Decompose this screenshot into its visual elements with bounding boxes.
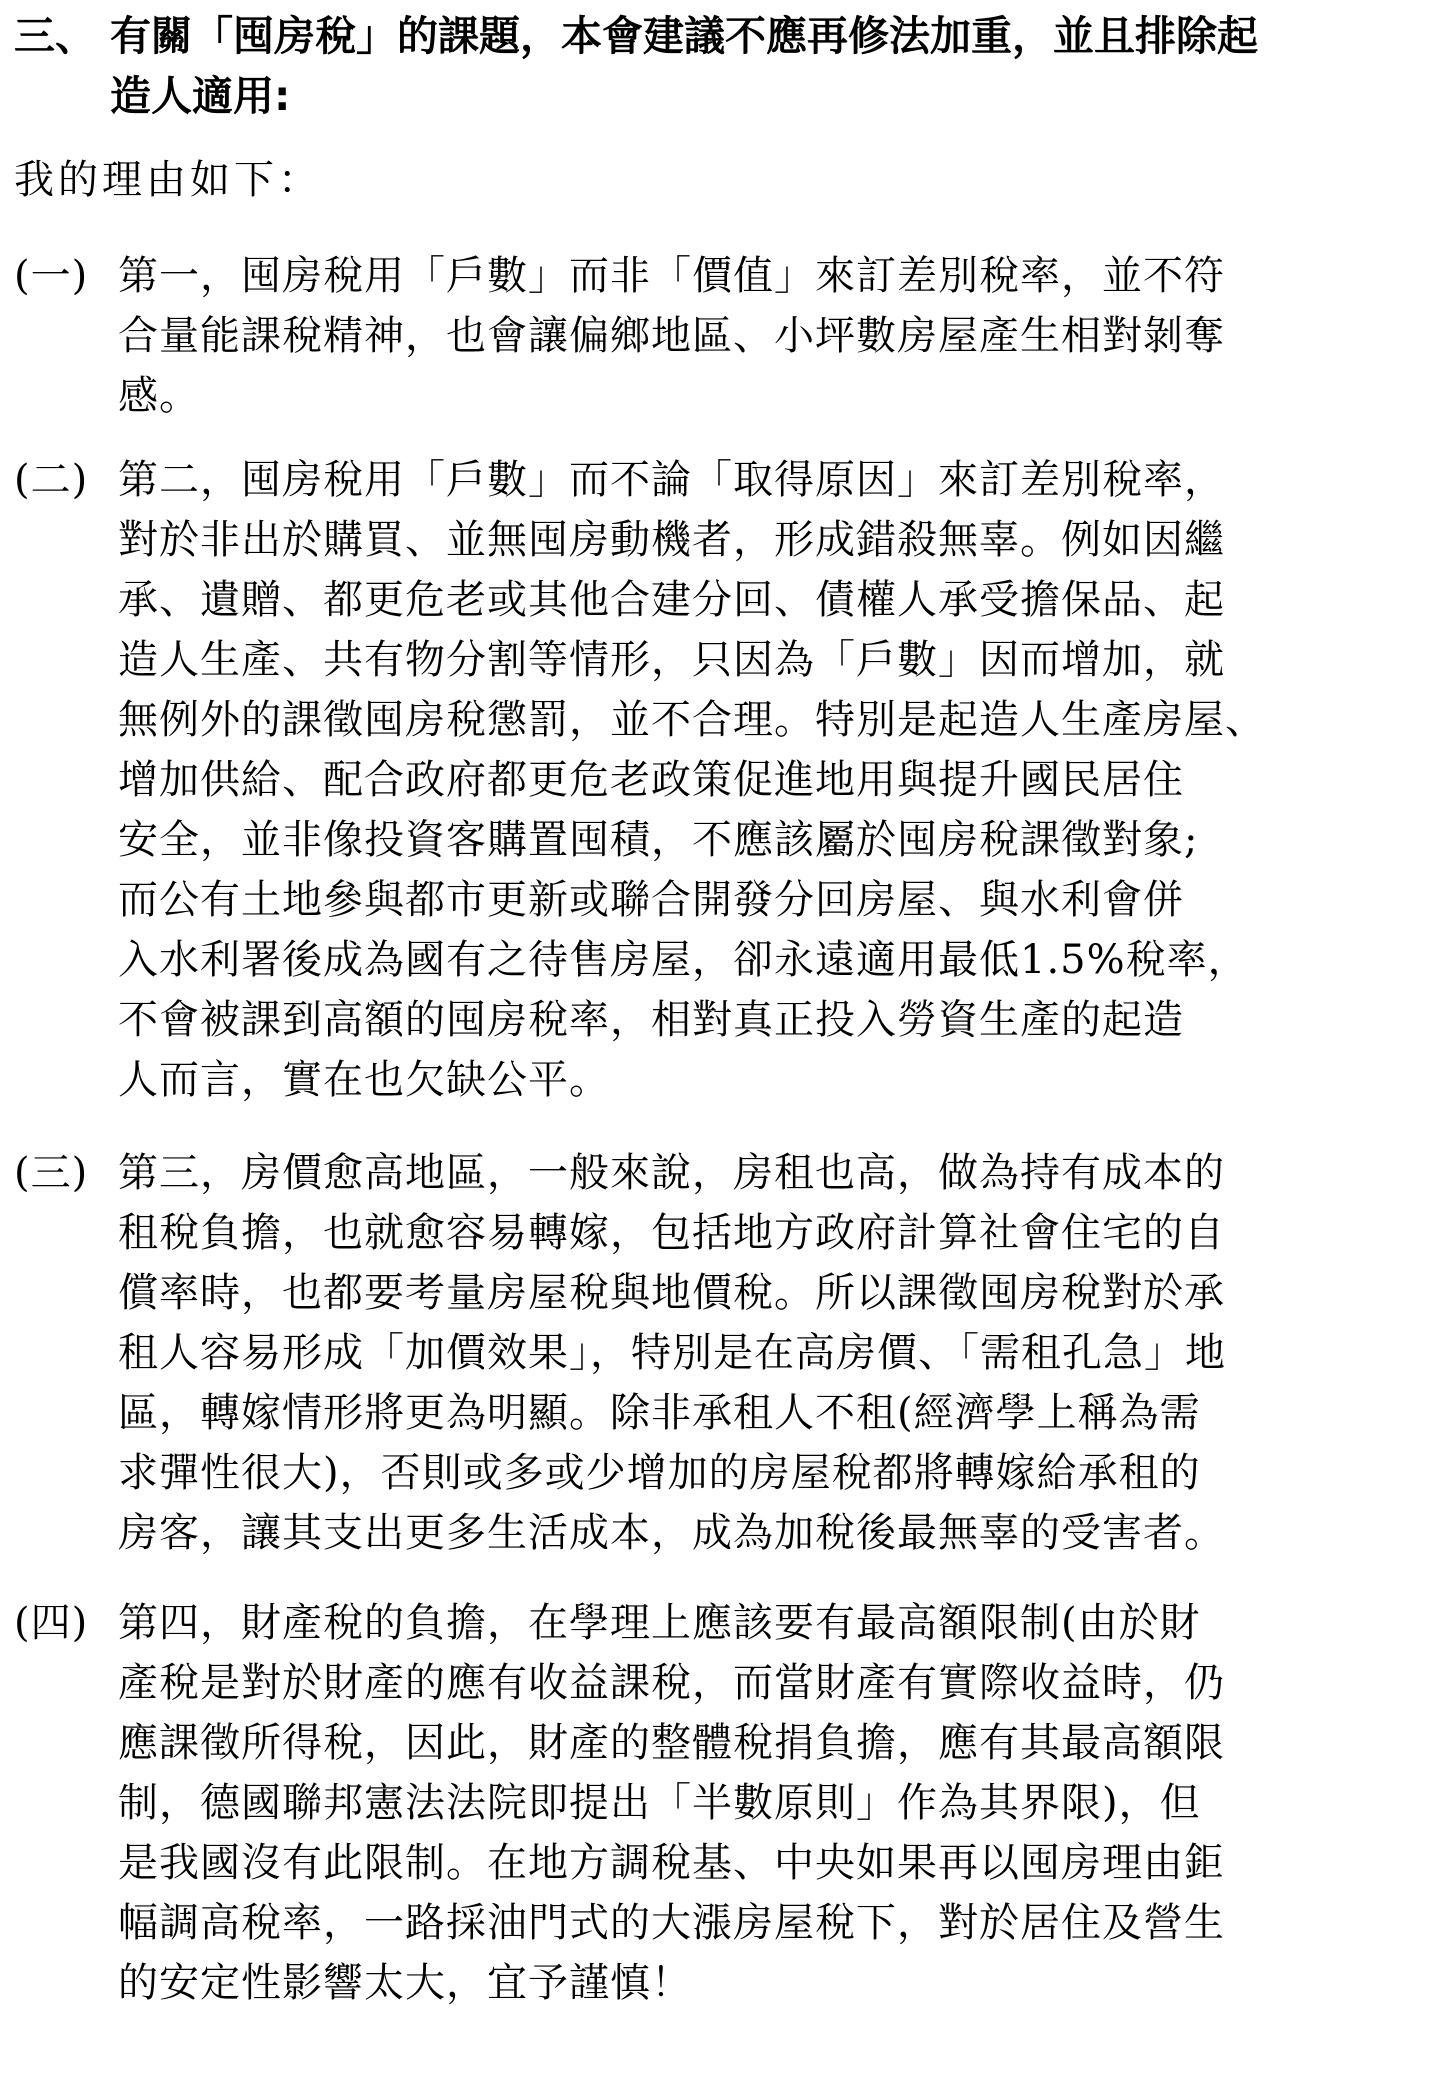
item-text: 第四，財產稅的負擔，在學理上應該要有最高額限制(由於財 <box>118 1600 1201 1646</box>
item-marker: (三) <box>14 1150 89 1196</box>
item-line <box>14 246 1434 306</box>
intro-text: 我的理由如下： <box>14 157 322 203</box>
item-line: 安全，並非像投資客購置囤積，不應該屬於囤房稅課徵對象; <box>118 817 1199 863</box>
heading-line-2: 造人適用: <box>110 72 291 120</box>
item-line <box>14 1593 1434 1653</box>
item-line: 求彈性很大)，否則或多或少增加的房屋稅都將轉嫁給承租的 <box>118 1450 1201 1496</box>
item-line: 合量能課稅精神，也會讓偏鄉地區、小坪數房屋產生相對剝奪 <box>118 313 1225 359</box>
item-text: 第二，囤房稅用「戶數」而不論「取得原因」來訂差別稅率， <box>118 457 1225 503</box>
item-line: 對於非出於購買、並無囤房動機者，形成錯殺無辜。例如因繼 <box>118 517 1225 563</box>
item-line: 產稅是對於財產的應有收益課稅，而當財產有實際收益時，仍 <box>118 1660 1225 1706</box>
reason-item-2 <box>14 450 1434 1110</box>
item-text: 第一，囤房稅用「戶數」而非「價值」來訂差別稅率，並不符 <box>118 253 1225 299</box>
item-line: 制，德國聯邦憲法法院即提出「半數原則」作為其界限)，但 <box>118 1780 1201 1826</box>
heading-line-1 <box>14 6 1434 66</box>
item-line: 入水利署後成為國有之待售房屋，卻永遠適用最低1.5%稅率， <box>118 937 1249 983</box>
reason-item-4 <box>14 1593 1434 2013</box>
item-marker: (一) <box>14 253 89 299</box>
item-line: 租稅負擔，也就愈容易轉嫁，包括地方政府計算社會住宅的自 <box>118 1210 1225 1256</box>
section-heading <box>14 6 1434 126</box>
heading-number: 三、 <box>14 12 96 60</box>
reason-item-1 <box>14 246 1434 426</box>
item-line <box>14 450 1434 510</box>
item-line: 償率時，也都要考量房屋稅與地價稅。所以課徵囤房稅對於承 <box>118 1270 1225 1316</box>
item-line: 應課徵所得稅，因此，財產的整體稅捐負擔，應有其最高額限 <box>118 1720 1225 1766</box>
item-line: 的安定性影響太大，宜予謹慎！ <box>118 1960 692 2006</box>
item-line <box>14 1143 1434 1203</box>
item-line: 幅調高稅率，一路採油門式的大漲房屋稅下，對於居住及營生 <box>118 1900 1225 1946</box>
item-line: 不會被課到高額的囤房稅率，相對真正投入勞資生產的起造 <box>118 997 1184 1043</box>
item-line: 造人生產、共有物分割等情形，只因為「戶數」因而增加，就 <box>118 637 1225 683</box>
item-line: 是我國沒有此限制。在地方調稅基、中央如果再以囤房理由鉅 <box>118 1840 1225 1886</box>
item-marker: (二) <box>14 457 89 503</box>
item-line: 承、遺贈、都更危老或其他合建分回、債權人承受擔保品、起 <box>118 577 1225 623</box>
reason-item-3 <box>14 1143 1434 1563</box>
item-line: 感。 <box>118 373 200 419</box>
item-text: 第三，房價愈高地區，一般來說，房租也高，做為持有成本的 <box>118 1150 1225 1196</box>
heading-text-1: 有關「囤房稅」的課題，本會建議不應再修法加重，並且排除起 <box>110 12 1258 60</box>
item-marker: (四) <box>14 1600 89 1646</box>
item-line: 區，轉嫁情形將更為明顯。除非承租人不租(經濟學上稱為需 <box>118 1390 1201 1436</box>
item-line: 房客，讓其支出更多生活成本，成為加稅後最無辜的受害者。 <box>118 1510 1225 1556</box>
item-line: 無例外的課徵囤房稅懲罰，並不合理。特別是起造人生產房屋、 <box>118 697 1266 743</box>
item-line: 增加供給、配合政府都更危老政策促進地用與提升國民居住 <box>118 757 1184 803</box>
item-line: 而公有土地參與都市更新或聯合開發分回房屋、與水利會併 <box>118 877 1184 923</box>
item-line: 租人容易形成「加價效果」，特別是在高房價、「需租孔急」地 <box>118 1330 1226 1376</box>
item-line: 人而言，實在也欠缺公平。 <box>118 1057 610 1103</box>
